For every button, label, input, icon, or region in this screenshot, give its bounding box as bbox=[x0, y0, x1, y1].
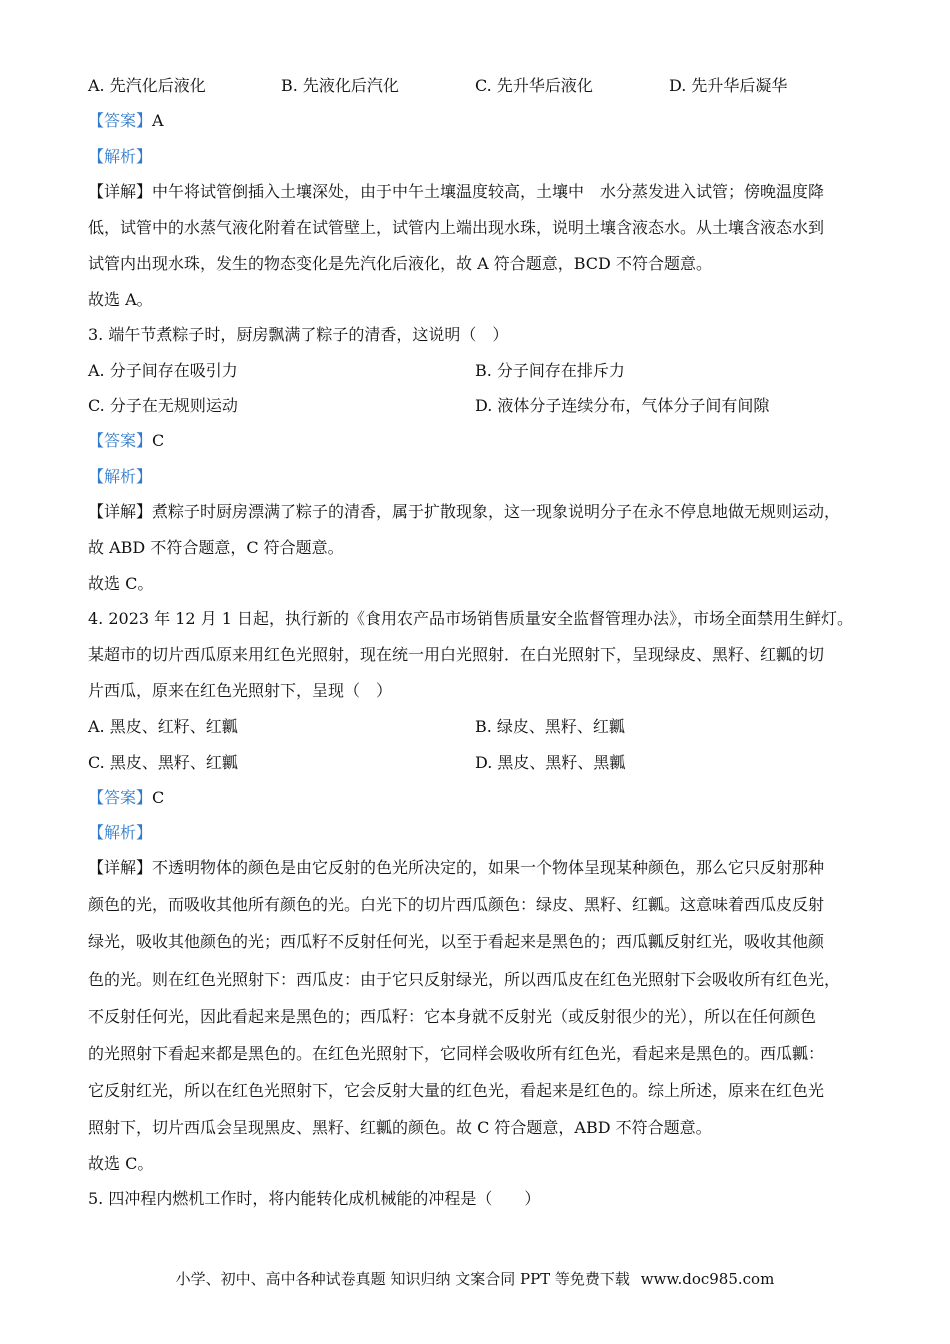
q2-option-d: D. 先升华后凝华 bbox=[669, 76, 788, 95]
q2-analysis-tag: 【解析】 bbox=[88, 147, 153, 166]
q2-answer bbox=[88, 111, 164, 131]
q2-detail-line-1 bbox=[88, 182, 824, 202]
detail-text: 不透明物体的颜色是由它反射的色光所决定的，如果一个物体呈现某种颜色，那么它只反射那种 bbox=[152, 858, 825, 877]
q5-stem: 5. 四冲程内燃机工作时，将内能转化成机械能的冲程是（ ） bbox=[88, 1189, 541, 1208]
answer-value: A bbox=[152, 111, 164, 130]
q3-answer bbox=[88, 431, 164, 451]
q4-stem-line-3: 片西瓜，原来在红色光照射下，呈现（ ） bbox=[88, 681, 393, 700]
q3-option-b: B. 分子间存在排斥力 bbox=[475, 361, 625, 380]
q4-detail-line-3: 绿光，吸收其他颜色的光；西瓜籽不反射任何光，以至于看起来是黑色的；西瓜瓤反射红光，吸收其他颜 bbox=[88, 932, 825, 951]
detail-tag: 【详解】 bbox=[88, 858, 153, 877]
answer-tag: 【答案】 bbox=[88, 431, 153, 450]
detail-text: 煮粽子时厨房漂满了粽子的清香，属于扩散现象，这一现象说明分子在永不停息地做无规则运动， bbox=[152, 502, 841, 521]
q3-detail-line-2: 故 ABD 不符合题意，C 符合题意。 bbox=[88, 538, 344, 557]
footer-text: 小学、初中、高中各种试卷真题 知识归纳 文案合同 PPT 等免费下载 bbox=[175, 1270, 630, 1288]
q4-option-d: D. 黑皮、黑籽、黑瓤 bbox=[475, 753, 626, 772]
q4-detail-line-1 bbox=[88, 858, 824, 878]
answer-value: C bbox=[152, 788, 165, 807]
q4-stem-line-2: 某超市的切片西瓜原来用红色光照射，现在统一用白光照射．在白光照射下，呈现绿皮、黑籽、红瓤的切 bbox=[88, 645, 825, 664]
q3-stem: 3. 端午节煮粽子时，厨房飘满了粽子的清香，这说明（ ） bbox=[88, 325, 509, 344]
q4-detail-line-7: 它反射红光，所以在红色光照射下，它会反射大量的红色光，看起来是红色的。综上所述，原来在红色光 bbox=[88, 1081, 825, 1100]
q3-conclusion: 故选 C。 bbox=[88, 574, 154, 593]
q2-option-c: C. 先升华后液化 bbox=[475, 76, 593, 95]
q2-option-b: B. 先液化后汽化 bbox=[281, 76, 399, 95]
q3-option-d: D. 液体分子连续分布，气体分子间有间隙 bbox=[475, 396, 770, 415]
answer-tag: 【答案】 bbox=[88, 111, 153, 130]
q2-detail-line-3: 试管内出现水珠，发生的物态变化是先汽化后液化，故 A 符合题意，BCD 不符合题意。 bbox=[88, 254, 712, 273]
q4-detail-line-2: 颜色的光，而吸收其他所有颜色的光。白光下的切片西瓜颜色：绿皮、黑籽、红瓤。这意味着西瓜皮反射 bbox=[88, 895, 825, 914]
q4-option-b: B. 绿皮、黑籽、红瓤 bbox=[475, 717, 625, 736]
answer-tag: 【答案】 bbox=[88, 788, 153, 807]
detail-tag: 【详解】 bbox=[88, 182, 153, 201]
q4-stem-line-1: 4. 2023 年 12 月 1 日起，执行新的《食用农产品市场销售质量安全监督管理办法》，市场全面禁用生鲜灯。 bbox=[88, 609, 854, 628]
q3-option-a: A. 分子间存在吸引力 bbox=[88, 361, 238, 380]
q3-analysis-tag: 【解析】 bbox=[88, 467, 153, 486]
q4-detail-line-4: 色的光。则在红色光照射下：西瓜皮：由于它只反射绿光，所以西瓜皮在红色光照射下会吸收所有红色光， bbox=[88, 970, 841, 989]
q4-option-a: A. 黑皮、红籽、红瓤 bbox=[88, 717, 238, 736]
q2-detail-line-2: 低，试管中的水蒸气液化附着在试管壁上，试管内上端出现水珠，说明土壤含液态水。从土壤含液态水到 bbox=[88, 218, 825, 237]
q4-conclusion: 故选 C。 bbox=[88, 1154, 154, 1173]
q4-detail-line-8: 照射下，切片西瓜会呈现黑皮、黑籽、红瓤的颜色。故 C 符合题意，ABD 不符合题意。 bbox=[88, 1118, 712, 1137]
q4-detail-line-6: 的光照射下看起来都是黑色的。在红色光照射下，它同样会吸收所有红色光，看起来是黑色的。西瓜瓤： bbox=[88, 1044, 825, 1063]
q3-option-c: C. 分子在无规则运动 bbox=[88, 396, 238, 415]
q4-option-c: C. 黑皮、黑籽、红瓤 bbox=[88, 753, 238, 772]
q2-conclusion: 故选 A。 bbox=[88, 290, 153, 309]
q2-option-a: A. 先汽化后液化 bbox=[88, 76, 206, 95]
q4-detail-line-5: 不反射任何光，因此看起来是黑色的；西瓜籽：它本身就不反射光（或反射很少的光），所以在任何颜色 bbox=[88, 1007, 817, 1026]
page-footer bbox=[0, 1269, 950, 1289]
answer-value: C bbox=[152, 431, 165, 450]
q4-analysis-tag: 【解析】 bbox=[88, 823, 153, 842]
footer-link[interactable]: www.doc985.com bbox=[640, 1270, 775, 1288]
detail-text: 中午将试管倒插入土壤深处，由于中午土壤温度较高，土壤中 水分蒸发进入试管；傍晚温度降 bbox=[152, 182, 825, 201]
detail-tag: 【详解】 bbox=[88, 502, 153, 521]
q3-detail-line-1 bbox=[88, 502, 840, 522]
q4-answer bbox=[88, 788, 164, 808]
